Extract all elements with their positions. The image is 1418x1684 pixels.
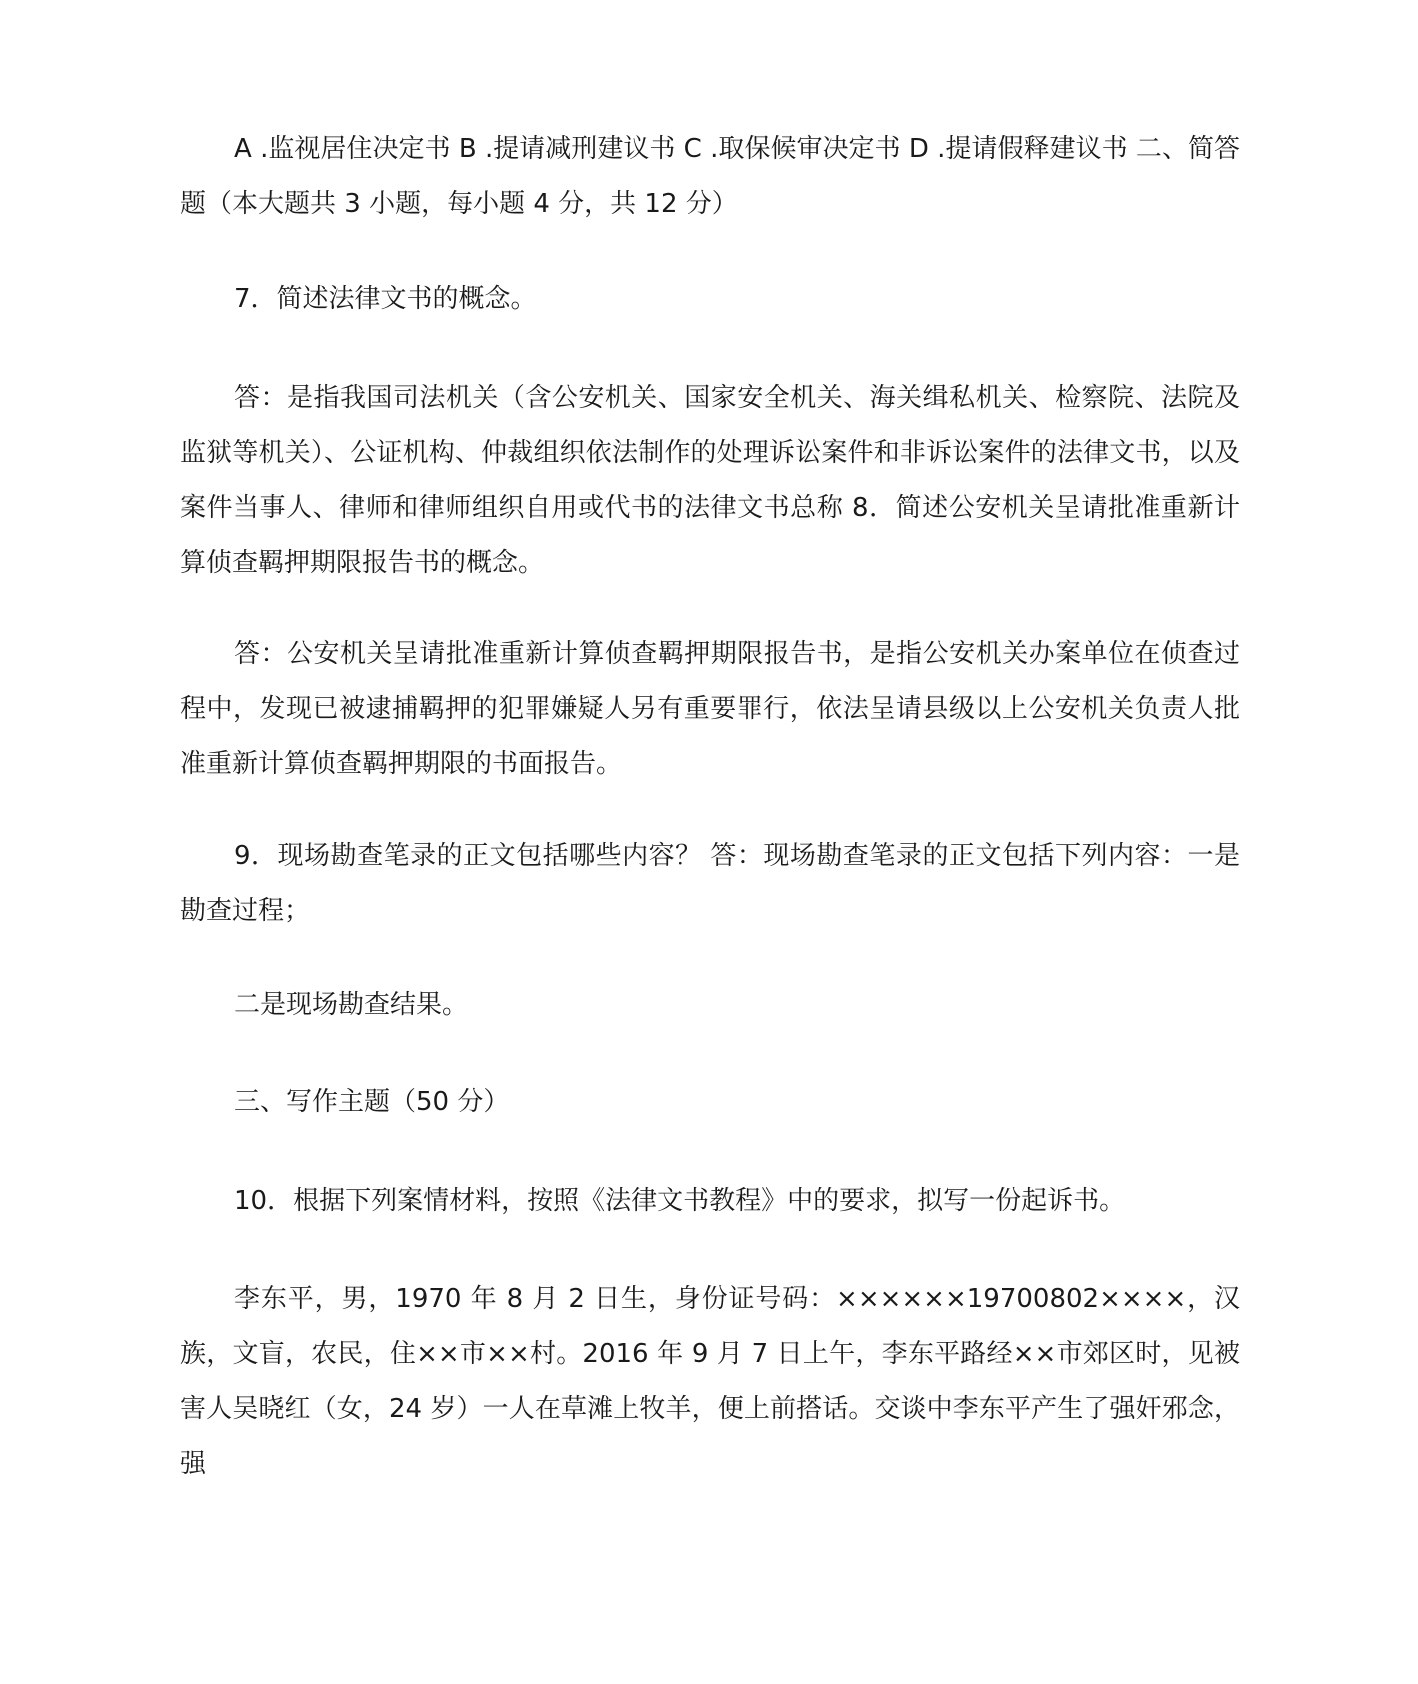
paragraph-text: 二是现场勘查结果。 xyxy=(234,990,469,1020)
paragraph-question-9 xyxy=(180,829,1240,939)
paragraph-text: 李东平，男，1970 年 8 月 2 日生，身份证号码：××××××19700802××××，汉族，文盲，农民，住××市××村。2016 年 9 月 7 日上午，李东平路经××市郊区时，见被害人吴晓红（女，24 岁）一人在草滩上牧羊，便上前搭话。交谈中李东平产生了强奸邪念，强 xyxy=(180,1284,1240,1479)
paragraph-text: 9．现场勘查笔录的正文包括哪些内容？ 答：现场勘查笔录的正文包括下列内容：一是勘查过程； xyxy=(180,841,1240,926)
paragraph-text: 10．根据下列案情材料，按照《法律文书教程》中的要求，拟写一份起诉书。 xyxy=(234,1186,1126,1216)
paragraph-text: 答：是指我国司法机关（含公安机关、国家安全机关、海关缉私机关、检察院、法院及监狱等机关）、公证机构、仲裁组织依法制作的处理诉讼案件和非诉讼案件的法律文书，以及案件当事人、律师和律师组织自用或代书的法律文书总称 8．简述公安机关呈请批准重新计算侦查羁押期限报告书的概念。 xyxy=(180,383,1240,578)
paragraph-text: A .监视居住决定书 B .提请减刑建议书 C .取保候审决定书 D .提请假释建议书 二、简答题（本大题共 3 小题，每小题 4 分，共 12 分） xyxy=(180,134,1240,219)
paragraph-choice-options xyxy=(180,122,1240,232)
paragraph-question-7 xyxy=(180,272,1240,327)
paragraph-question-10 xyxy=(180,1174,1240,1229)
paragraph-text: 7．简述法律文书的概念。 xyxy=(234,284,537,314)
paragraph-text: 三、写作主题（50 分） xyxy=(234,1087,510,1117)
paragraph-answer-7 xyxy=(180,371,1240,591)
paragraph-case-material xyxy=(180,1272,1240,1492)
paragraph-answer-8 xyxy=(180,627,1240,792)
paragraph-text: 答：公安机关呈请批准重新计算侦查羁押期限报告书，是指公安机关办案单位在侦查过程中，发现已被逮捕羁押的犯罪嫌疑人另有重要罪行，依法呈请县级以上公安机关负责人批准重新计算侦查羁押期限的书面报告。 xyxy=(180,639,1240,779)
section-heading-writing xyxy=(180,1075,1240,1130)
paragraph-answer-9-part-2 xyxy=(180,978,1240,1033)
